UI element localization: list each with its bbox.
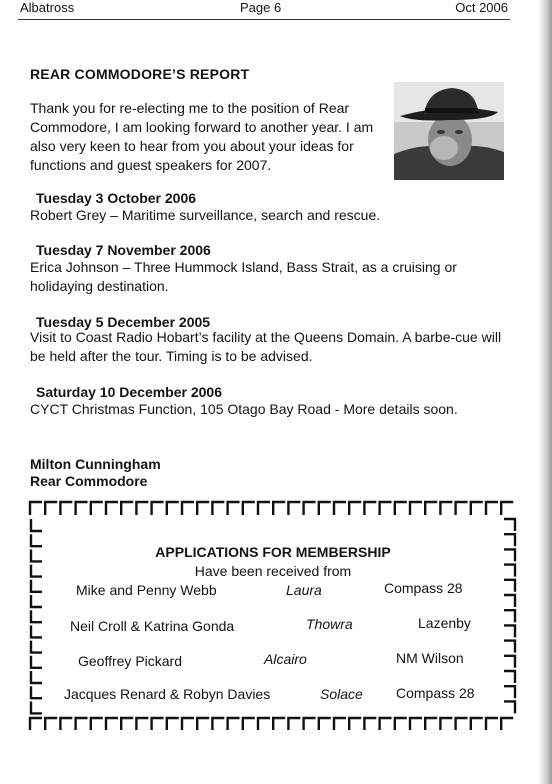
event-date: Tuesday 7 November 2006: [36, 242, 211, 258]
event-description: Robert Grey – Maritime surveillance, search and rescue.: [30, 207, 381, 223]
event-description: Erica Johnson – Three Hummock Island, Bass Strait, as a cruising or holidaying destination.: [30, 259, 457, 294]
boat-name: Thowra: [306, 616, 353, 632]
boat-name: Solace: [320, 686, 363, 702]
membership-title: APPLICATIONS FOR MEMBERSHIP: [155, 544, 391, 560]
page-edge-shadow: [538, 0, 552, 784]
membership-subtitle: Have been received from: [194, 563, 352, 579]
event-description: CYCT Christmas Function, 105 Otago Bay Road - More details soon.: [30, 401, 458, 417]
newsletter-name: Albatross: [20, 0, 75, 15]
applicant-names: Geoffrey Pickard: [78, 653, 183, 669]
boat-name: Alcairo: [264, 651, 307, 667]
boat-type: NM Wilson: [396, 650, 464, 666]
rear-commodore-photo: [394, 82, 504, 180]
boat-type: Compass 28: [384, 580, 463, 596]
report-intro: Thank you for re-electing me to the position of Rear Commodore, I am looking forward to another year. I am also very keen to hear from you about your ideas for functions and guest speakers for 2007.: [30, 100, 374, 173]
event-date: Tuesday 3 October 2006: [36, 190, 197, 206]
page-number: Page 6: [240, 0, 282, 15]
boat-type: Lazenby: [418, 615, 471, 631]
issue-date: Oct 2006: [455, 0, 508, 15]
event-date: Saturday 10 December 2006: [36, 384, 222, 400]
applicant-names: Neil Croll & Katrina Gonda: [70, 618, 235, 634]
boat-type: Compass 28: [396, 685, 475, 701]
applicant-names: Jacques Renard & Robyn Davies: [64, 686, 271, 702]
report-title: REAR COMMODORE’S REPORT: [30, 66, 250, 82]
event-description: Visit to Coast Radio Hobart’s facility at the Queens Domain. A barbe-cue will be held after the tour. Timing is to be advised.: [30, 329, 502, 364]
boat-name: Laura: [286, 582, 322, 598]
membership-box: [28, 499, 518, 732]
applicant-names: Mike and Penny Webb: [76, 582, 217, 598]
signature-name: Milton Cunningham: [30, 456, 161, 472]
event-date: Tuesday 5 December 2005: [36, 314, 211, 330]
header-rule: [18, 19, 510, 20]
signature-role: Rear Commodore: [30, 473, 148, 489]
